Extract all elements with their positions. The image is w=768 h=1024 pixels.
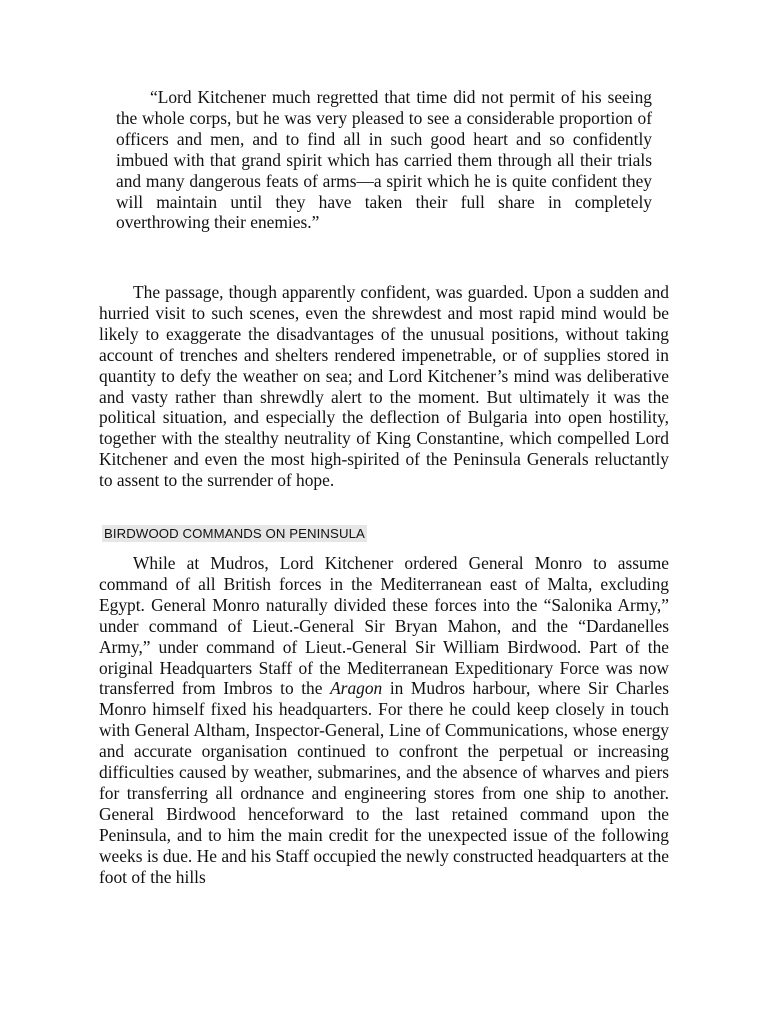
section-heading: BIRDWOOD COMMANDS ON PENINSULA	[104, 526, 365, 541]
ship-name-italic: Aragon	[330, 678, 383, 699]
paragraph-2-text-end: in Mudros harbour, where Sir Charles Monro himself fixed his headquarters. For there he could keep closely in touch with General Altham, Inspector-General, Line of Communications, whose energy and accurate organisation continued to confront the perpetual or increasing difficulties caused by weather, submarines, and the absence of wharves and piers for transferring all ordnance and engineering stores from one ship to another. General Birdwood henceforward to the last retained command upon the Peninsula, and to him the main credit for the unexpected issue of the following weeks is due. He and his Staff occupied the newly constructed headquarters at the foot of the hills	[99, 678, 669, 887]
body-paragraph-2	[99, 553, 669, 888]
body-paragraph-1: The passage, though apparently confident, was guarded. Upon a sudden and hurried visit to such scenes, even the shrewdest and most rapid mind would be likely to exaggerate the disadvantages of the unusual positions, without taking account of trenches and shelters rendered impenetrable, or of supplies stored in quantity to defy the weather on sea; and Lord Kitchener’s mind was deliberative and vasty rather than shrewdly alert to the moment. But ultimately it was the political situation, and especially the deflection of Bulgaria into open hostility, together with the stealthy neutrality of King Constantine, which compelled Lord Kitchener and even the most high-spirited of the Peninsula Generals reluctantly to assent to the surrender of hope.	[99, 282, 669, 491]
block-quote: “Lord Kitchener much regretted that time did not permit of his seeing the whole corps, but he was very pleased to see a considerable proportion of officers and men, and to find all in such good heart and so confidently imbued with that grand spirit which has carried them through all their trials and many dangerous feats of arms—a spirit which he is quite confident they will maintain until they have taken their full share in completely overthrowing their enemies.”	[116, 87, 652, 233]
paragraph-2-text-start: While at Mudros, Lord Kitchener ordered General Monro to assume command of all British forces in the Mediterranean east of Malta, excluding Egypt. General Monro naturally divided these forces into the “Salonika Army,” under command of Lieut.-General Sir Bryan Mahon, and the “Dardanelles Army,” under command of Lieut.-General Sir William Birdwood. Part of the original Headquarters Staff of the Mediterranean Expeditionary Force was now transferred from Imbros to the	[99, 553, 669, 699]
